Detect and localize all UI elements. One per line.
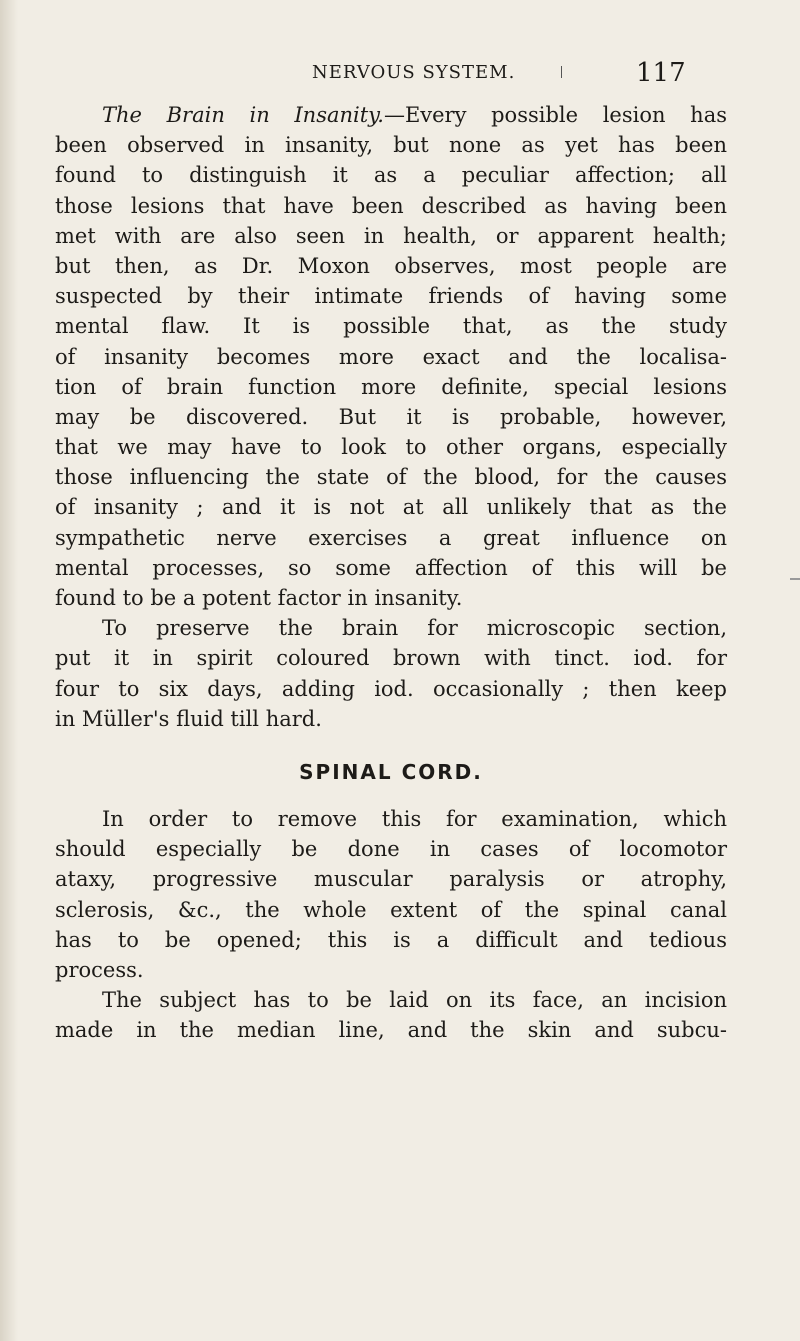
text-line: found to distinguish it as a peculiar affection; all [55,163,727,188]
text-line [55,100,727,130]
text-line: those influencing the state of the blood, for the causes [55,465,727,490]
page-body [55,100,727,1045]
line-text: —Every possible lesion has [383,103,727,127]
text-line: that we may have to look to other organs, especially [55,435,727,460]
text-line: sclerosis, &c., the whole extent of the spinal canal [55,897,727,922]
text-line: In order to remove this for examination, which [102,806,727,831]
text-line: may be discovered. But it is probable, however, [55,404,727,429]
text-line: of insanity ; and it is not at all unlikely that as the [55,495,727,520]
page-number: 117 [636,58,686,88]
text-line: should especially be done in cases of locomotor [55,837,727,862]
spinal-cord-section [55,804,727,1046]
text-line: process. [55,957,144,982]
text-line: in Müller's fluid till hard. [55,706,322,731]
text-line: those lesions that have been described as having been [55,193,727,218]
run-in-title: The Brain in Insanity. [102,103,384,127]
page-header [0,58,800,90]
text-line: found to be a potent factor in insanity. [55,586,463,610]
text-line: The subject has to be laid on its face, an incision [102,988,727,1013]
page-edge-shadow [0,0,18,1341]
text-line: sympathetic nerve exercises a great influence on [55,525,727,550]
running-head: NERVOUS SYSTEM. [312,62,516,83]
text-line: ataxy, progressive muscular paralysis or atrophy, [55,867,727,892]
text-line: of insanity becomes more exact and the localisa- [55,344,727,369]
margin-tick [561,66,562,78]
margin-mark [790,578,800,580]
text-line: put it in spirit coloured brown with tinct. iod. for [55,646,727,671]
text-line: suspected by their intimate friends of having some [55,284,727,309]
text-line: but then, as Dr. Moxon observes, most people are [55,253,727,278]
text-line: made in the median line, and the skin and subcu- [55,1018,727,1043]
text-line: mental flaw. It is possible that, as the study [55,314,727,339]
brain-in-insanity-section [55,100,727,734]
text-line: mental processes, so some affection of this will be [55,555,727,580]
text-line: four to six days, adding iod. occasionally ; then keep [55,676,727,701]
section-heading-spinal-cord: SPINAL CORD. [299,759,483,784]
text-line: tion of brain function more definite, special lesions [55,374,727,399]
text-line: met with are also seen in health, or apparent health; [55,223,727,248]
text-line: To preserve the brain for microscopic section, [102,616,727,641]
text-line: been observed in insanity, but none as yet has been [55,133,727,158]
text-line: has to be opened; this is a difficult and tedious [55,927,727,952]
